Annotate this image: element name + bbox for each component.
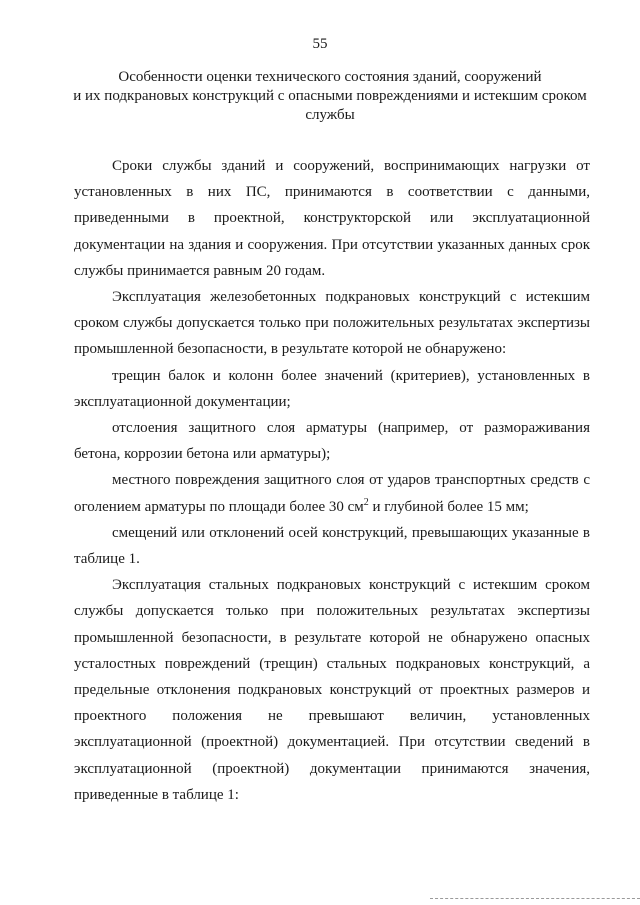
page-number: 55 [312, 36, 328, 52]
paragraph-concrete-structures: Эксплуатация железобетонных подкрановых конструкций с истекшим сроком службы допускается только при положительных результатах экспертизы промышленной безопасности, в результате которой не обнаружено: [74, 289, 590, 358]
heading-line-2: и их подкрановых конструкций с опасными повреждениями и истекшим сроком [73, 88, 587, 104]
list-item-cracks: трещин балок и колонн более значений (критериев), установленных в эксплуатационной документации; [74, 367, 590, 410]
paragraph-steel-structures: Эксплуатация стальных подкрановых конструкций с истекшим сроком службы допускается только при положительных результатах экспертизы промышленной безопасности, в результате которой не обнаружено опасных усталостных повреждений (трещин) стальных подкрановых конструкций, а предельные отклонения подкрановых конструкций от проектных размеров и проектного положения не превышают величин, установленных эксплуатационной (проектной) документацией. При отсутствии сведений в эксплуатационной (проектной) документации принимаются значения, приведенные в таблице 1: [74, 577, 590, 803]
damage-superscript: 2 [363, 496, 369, 508]
list-item-spalling: отслоения защитного слоя арматуры (например, от размораживания бетона, коррозии бетона или арматуры); [74, 420, 590, 463]
damage-text-part1: местного повреждения защитного слоя от ударов транспортных средств с оголением арматуры по площади более 30 см [74, 472, 590, 515]
scan-edge-rule [430, 898, 640, 900]
heading-line-1: Особенности оценки технического состояния зданий, сооружений [118, 69, 542, 85]
body-text [74, 153, 590, 808]
list-item-displacements: смещений или отклонений осей конструкций, превышающих указанные в таблице 1. [74, 524, 590, 568]
list-item-local-damage [74, 467, 590, 519]
damage-text-part2: и глубиной более 15 мм; [368, 498, 529, 515]
paragraph-service-life: Сроки службы зданий и сооружений, воспринимающих нагрузки от установленных в них ПС, принимаются в соответствии с данными, приведенными в проектной, конструкторской или эксплуатационной документации на здания и сооружения. При отсутствии указанных данных срок службы принимается равным 20 годам. [74, 158, 590, 279]
heading-line-3: службы [305, 107, 355, 123]
section-heading [60, 68, 600, 125]
